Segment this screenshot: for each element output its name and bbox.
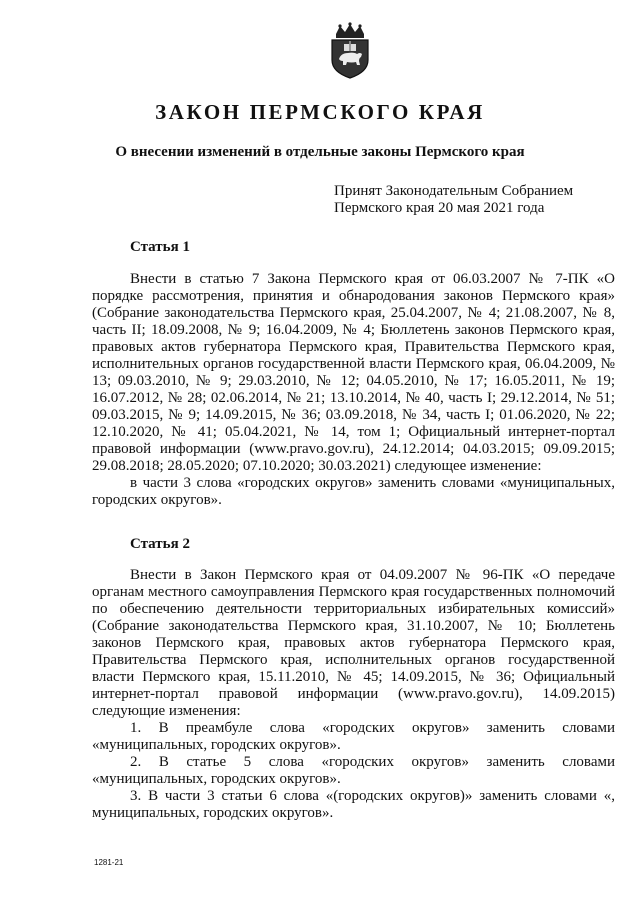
law-title: ЗАКОН ПЕРМСКОГО КРАЯ bbox=[155, 100, 485, 124]
article-2-paragraph: Внести в Закон Пермского края от 04.09.2007 № 96-ПК «О передаче органам местного самоуправления Пермского края государственных полномочий по обеспечению деятельности территориальных избирательных комиссий» (Собрание законодательства Пермского края, 31.10.2007, № 10; Бюллетень законов Пермского края, правовых актов губернатора Пермского края, Правительства Пермского края, исполнительных органов государственной власти Пермского края, 15.11.2010, № 45; 14.09.2015, № 36; Официальный интернет-портал правовой информации (www.pravo.gov.ru), 14.09.2015) следующие изменения: bbox=[92, 567, 615, 719]
adoption-note bbox=[334, 183, 573, 217]
law-subtitle: О внесении изменений в отдельные законы Пермского края bbox=[115, 144, 525, 160]
adoption-note-line-2: Пермского края 20 мая 2021 года bbox=[334, 200, 545, 216]
article-1-heading: Статья 1 bbox=[130, 239, 190, 255]
document-code: 1281-21 bbox=[94, 858, 124, 867]
article-2-list-item: 1. В преамбуле слова «городских округов» заменить словами «муниципальных, городских округов». bbox=[92, 720, 615, 753]
article-2-list-item: 2. В статье 5 слова «городских округов» заменить словами «муниципальных, городских округов». bbox=[92, 754, 615, 787]
article-1-paragraph: в части 3 слова «городских округов» заменить словами «муниципальных, городских округов». bbox=[92, 475, 615, 508]
article-1-body bbox=[92, 271, 615, 509]
article-2-heading: Статья 2 bbox=[130, 536, 190, 552]
article-1-paragraph: Внести в статью 7 Закона Пермского края от 06.03.2007 № 7-ПК «О порядке рассмотрения, принятия и обнародования законов Пермского края» (Собрание законодательства Пермского края, 25.04.2007, № 4; 21.08.2007, № 8, часть II; 18.09.2008, № 9; 16.04.2009, № 4; Бюллетень законов Пермского края, правовых актов губернатора Пермского края, Правительства Пермского края, исполнительных органов государственной власти Пермского края, 06.04.2009, № 13; 09.03.2010, № 9; 29.03.2010, № 12; 04.05.2010, № 17; 16.05.2011, № 19; 16.07.2012, № 28; 02.06.2014, № 21; 13.10.2014, № 40, часть I; 29.12.2014, № 51; 09.03.2015, № 9; 14.09.2015, № 36; 03.09.2018, № 34, часть I; 01.06.2020, № 22; 12.10.2020, № 41; 05.04.2021, № 14, том 1; Официальный интернет-портал правовой информации (www.pravo.gov.ru), 24.12.2014; 04.03.2015; 09.09.2015; 29.08.2018; 28.05.2020; 07.10.2020; 30.03.2021) следующее изменение: bbox=[92, 271, 615, 474]
coat-of-arms-perm-krai-icon bbox=[326, 22, 374, 80]
article-2-list-item: 3. В части 3 статьи 6 слова «(городских округов)» заменить словами «, муниципальных, городских округов». bbox=[92, 788, 615, 821]
adoption-note-line-1: Принят Законодательным Собранием bbox=[334, 183, 574, 199]
article-2-body bbox=[92, 567, 615, 822]
